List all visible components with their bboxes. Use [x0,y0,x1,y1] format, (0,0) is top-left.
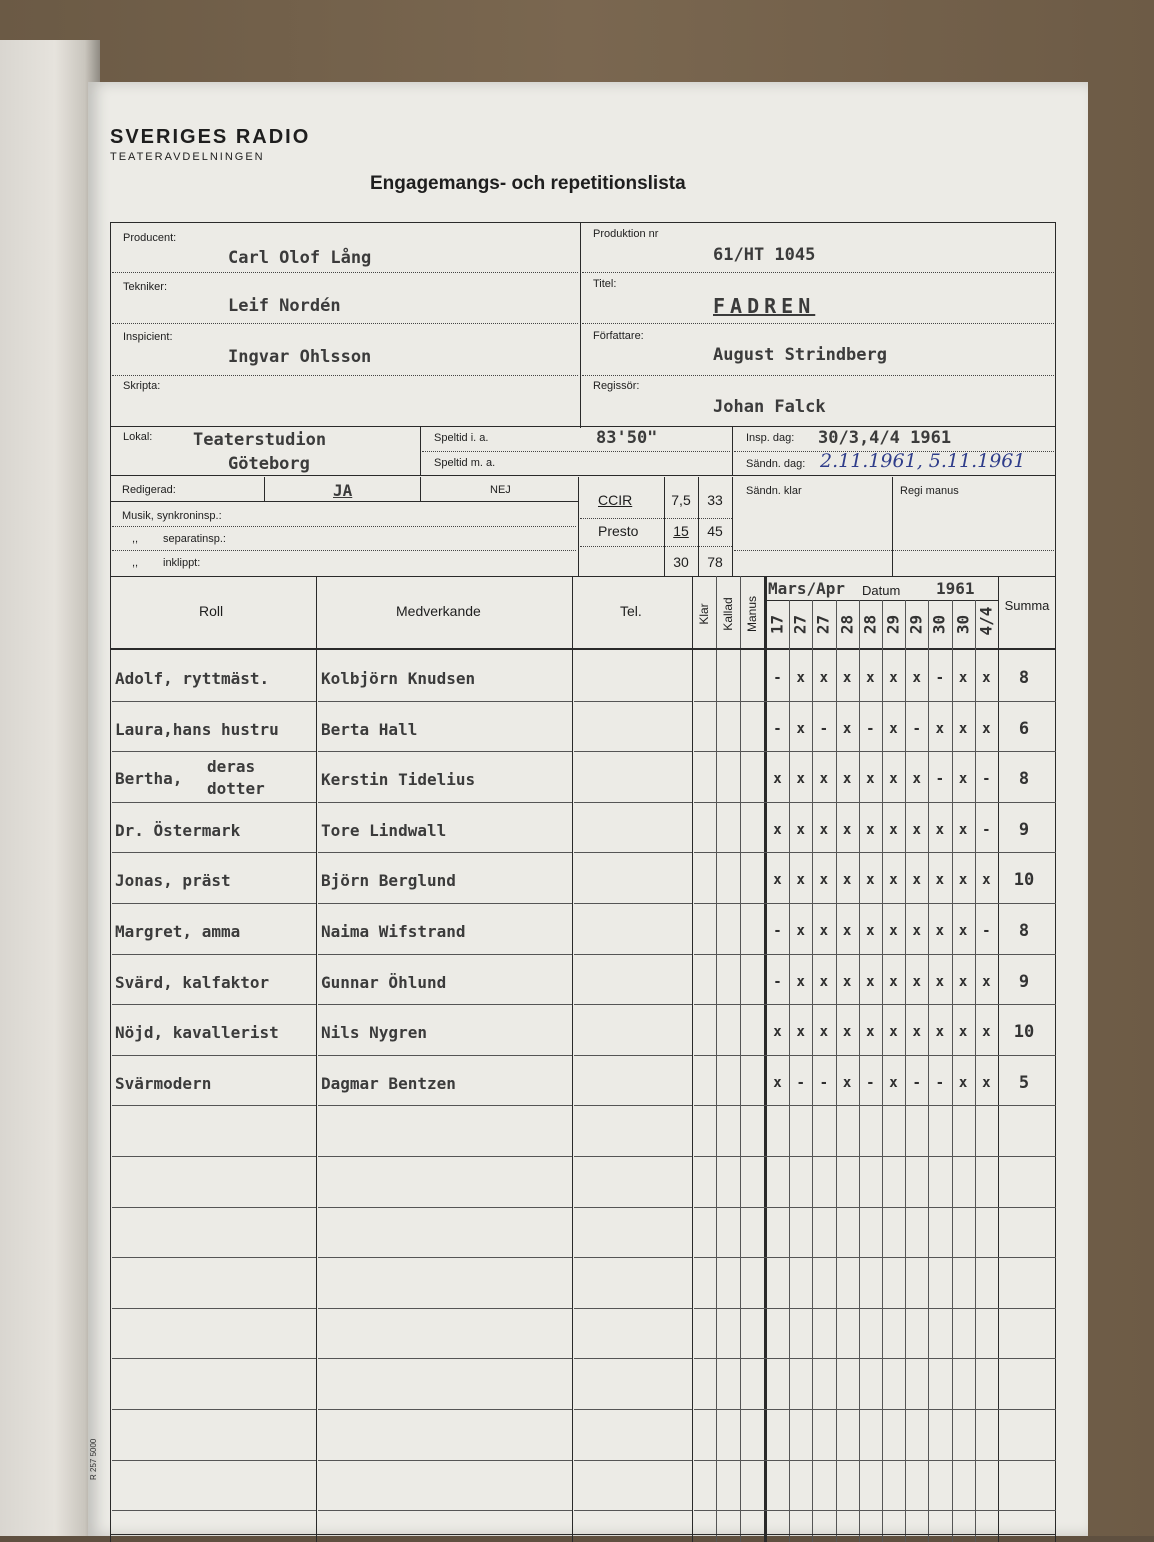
medverkande-cell: Berta Hall [321,719,418,739]
regi-manus-label: Regi manus [900,485,959,497]
summa-cell: 9 [1018,971,1030,992]
summa-cell: 10 [1013,1022,1035,1043]
medverkande-cell: Kerstin Tidelius [321,770,476,790]
roll-cell: Bertha, [115,769,183,789]
ccir-speed: 7,5 [671,492,691,508]
sandn-klar-label: Sändn. klar [746,485,802,497]
attendance-mark: x [958,670,968,686]
roll-cell: Nöjd, kavallerist [115,1023,279,1043]
separat-label: separatinsp.: [163,533,226,545]
absence-mark: - [796,1074,805,1091]
date-column-label: 30 [929,614,949,635]
roll-cell-line2: dotter [207,779,265,799]
tel-header: Tel. [620,603,642,619]
summa-cell: 8 [1018,668,1030,688]
attendance-mark: x [912,670,921,686]
attendance-mark: x [935,821,945,838]
attendance-mark: x [958,720,968,737]
kallad-header: Kallad [721,597,735,631]
attendance-mark: x [982,670,991,686]
medverkande-cell: Kolbjörn Knudsen [321,669,476,688]
musik-label: Musik, synkroninsp.: [122,510,222,522]
forfattare-value: August Strindberg [713,345,887,365]
absence-mark: - [935,1074,945,1091]
attendance-mark: x [773,872,782,889]
attendance-mark: x [912,872,921,889]
ja-option: JA [333,481,353,500]
attendance-mark: x [982,973,991,990]
attendance-mark: x [842,670,852,686]
roll-cell: Adolf, ryttmäst. [115,669,270,688]
absence-mark: - [982,771,991,788]
department-name: TEATERAVDELNINGEN [110,151,265,163]
date-column-label: 30 [953,614,973,635]
lokal-label: Lokal: [123,431,153,443]
medverkande-cell: Dagmar Bentzen [321,1073,456,1093]
attendance-mark: x [866,973,875,990]
presto-speed: 15 [673,523,689,539]
date-column-label: 4/4 [976,606,996,636]
attendance-mark: x [889,821,898,838]
absence-mark: - [935,670,945,686]
forfattare-label: Författare: [593,330,644,342]
klar-header: Klar [697,603,711,625]
attendance-mark: x [842,923,852,939]
lokal-value-line2: Göteborg [228,454,310,474]
producent-value: Carl Olof Lång [228,248,372,268]
inspicient-label: Inspicient: [123,331,173,343]
summa-cell: 8 [1018,921,1030,941]
absence-mark: - [773,670,782,686]
attendance-mark: x [958,973,968,990]
attendance-mark: x [889,1024,898,1041]
absence-mark: - [866,720,875,737]
attendance-mark: x [889,720,898,737]
speltid-ma-label: Speltid m. a. [434,457,496,469]
tekniker-value: Leif Nordén [228,296,341,316]
attendance-mark: x [796,771,805,788]
presto-label: Presto [598,523,639,539]
attendance-mark: x [912,821,921,838]
regissor-value: Johan Falck [713,397,826,417]
datum-label: Datum [862,583,901,598]
year-label: 1961 [936,579,975,598]
redigerad-label: Redigerad: [122,484,176,496]
date-column-label: 27 [813,614,833,635]
roll-cell: Svärmodern [115,1073,212,1093]
attendance-mark: x [773,821,782,838]
titel-label: Titel: [593,278,617,290]
attendance-mark: x [912,1024,921,1041]
attendance-mark: x [866,670,875,686]
attendance-mark: x [958,771,968,788]
absence-mark: - [819,720,829,737]
attendance-mark: x [866,821,875,838]
medverkande-cell: Nils Nygren [321,1023,427,1043]
producent-label: Producent: [123,232,177,244]
roll-cell: Laura,hans hustru [115,719,279,739]
summa-cell: 6 [1018,718,1030,739]
inklippt-label: inklippt: [163,557,201,569]
attendance-mark: x [958,1024,968,1041]
attendance-mark: x [935,872,945,889]
separat-ditto: ,, [132,533,139,545]
attendance-mark: x [866,1024,875,1041]
attendance-mark: x [796,1024,805,1041]
presto-value: 45 [707,523,723,539]
attendance-mark: x [773,771,782,788]
summa-cell: 8 [1018,769,1030,790]
attendance-mark: x [935,923,945,939]
medverkande-cell: Björn Berglund [321,871,456,891]
medverkande-cell: Naima Wifstrand [321,922,466,941]
sandn-dag-label: Sändn. dag: [746,458,806,470]
attendance-mark: x [982,720,991,737]
absence-mark: - [912,720,921,737]
medverkande-header: Medverkande [396,603,481,619]
print-code: R 257 5000 [89,1438,98,1480]
attendance-mark: x [842,720,852,737]
attendance-mark: x [842,973,852,990]
attendance-mark: x [842,771,852,788]
produktion-value: 61/HT 1045 [713,245,816,265]
attendance-mark: x [958,872,968,889]
speltid-ia-value: 83'50" [596,428,658,448]
inspicient-value: Ingvar Ohlsson [228,347,372,367]
date-column-label: 27 [790,614,810,635]
attendance-mark: x [796,720,805,737]
attendance-mark: x [842,872,852,889]
attendance-mark: x [819,670,829,686]
ccir-label: CCIR [598,492,633,508]
date-column-label: 17 [767,614,787,635]
attendance-mark: x [866,923,875,939]
attendance-mark: x [912,973,921,990]
absence-mark: - [866,1074,875,1091]
summa-cell: 9 [1018,819,1030,840]
absence-mark: - [819,1074,829,1091]
roll-cell: Margret, amma [115,922,241,941]
attendance-mark: x [889,670,898,686]
total-speed: 30 [673,554,689,570]
attendance-mark: x [773,1074,782,1091]
skripta-label: Skripta: [123,380,161,392]
absence-mark: - [773,720,782,737]
attendance-mark: x [796,670,805,686]
attendance-mark: x [889,1074,898,1091]
titel-value: FADREN [713,294,816,318]
attendance-mark: x [773,1024,782,1041]
summa-cell: 10 [1013,870,1035,891]
roll-cell: Dr. Östermark [115,820,241,840]
summa-cell: 5 [1018,1072,1030,1093]
document-title: Engagemangs- och repetitionslista [370,173,686,194]
speltid-ia-label: Speltid i. a. [434,432,489,444]
attendance-mark: x [982,872,991,889]
manus-header: Manus [745,595,759,633]
roll-cell: Jonas, präst [115,871,231,891]
attendance-mark: x [889,771,898,788]
attendance-mark: x [819,771,829,788]
attendance-mark: x [796,821,805,838]
attendance-mark: x [796,923,805,939]
medverkande-cell: Gunnar Öhlund [321,972,447,992]
absence-mark: - [982,821,991,838]
insp-dag-value: 30/3,4/4 1961 [818,428,952,448]
attendance-mark: x [958,923,968,939]
attendance-mark: x [982,1074,991,1091]
attendance-mark: x [842,1024,852,1041]
date-column-label: 28 [860,614,880,635]
ccir-value: 33 [707,492,723,508]
attendance-mark: x [819,923,829,939]
attendance-mark: x [796,872,805,889]
attendance-mark: x [866,872,875,889]
total-value: 78 [707,554,723,570]
brand-name: SVERIGES RADIO [110,126,311,148]
attendance-mark: x [819,872,829,889]
date-column-label: 29 [883,614,903,635]
absence-mark: - [982,923,991,939]
absence-mark: - [773,973,782,990]
attendance-mark: x [935,720,945,737]
tekniker-label: Tekniker: [123,281,168,293]
attendance-mark: x [958,821,968,838]
attendance-mark: x [819,821,829,838]
attendance-mark: x [819,973,829,990]
roll-cell: Svärd, kalfaktor [115,972,270,992]
absence-mark: - [912,1074,921,1091]
roll-cell-line1: deras [207,757,256,777]
attendance-mark: x [842,1074,852,1091]
attendance-mark: x [819,1024,829,1041]
absence-mark: - [935,771,945,788]
date-column-label: 29 [906,614,926,635]
nej-option: NEJ [490,484,511,496]
attendance-mark: x [935,973,945,990]
attendance-mark: x [842,821,852,838]
regissor-label: Regissör: [593,380,640,392]
attendance-mark: x [935,1024,945,1041]
produktion-label: Produktion nr [593,228,659,240]
attendance-mark: x [958,1074,968,1091]
sandn-dag-value: 2.11.1961, 5.11.1961 [820,450,1026,472]
medverkande-cell: Tore Lindwall [321,820,447,840]
attendance-mark: x [796,973,805,990]
inklippt-ditto: ,, [132,557,139,569]
attendance-mark: x [912,923,921,939]
attendance-mark: x [982,1024,991,1041]
attendance-mark: x [866,771,875,788]
attendance-mark: x [889,872,898,889]
date-column-label: 28 [837,614,857,635]
roll-header: Roll [199,603,224,619]
lokal-value-line1: Teaterstudion [193,430,327,450]
insp-dag-label: Insp. dag: [746,432,795,444]
attendance-mark: x [912,771,921,788]
month-label: Mars/Apr [768,579,846,598]
attendance-mark: x [889,973,898,990]
summa-header: Summa [1004,598,1050,613]
absence-mark: - [773,923,782,939]
attendance-mark: x [889,923,898,939]
left-page-edge [0,40,100,1536]
